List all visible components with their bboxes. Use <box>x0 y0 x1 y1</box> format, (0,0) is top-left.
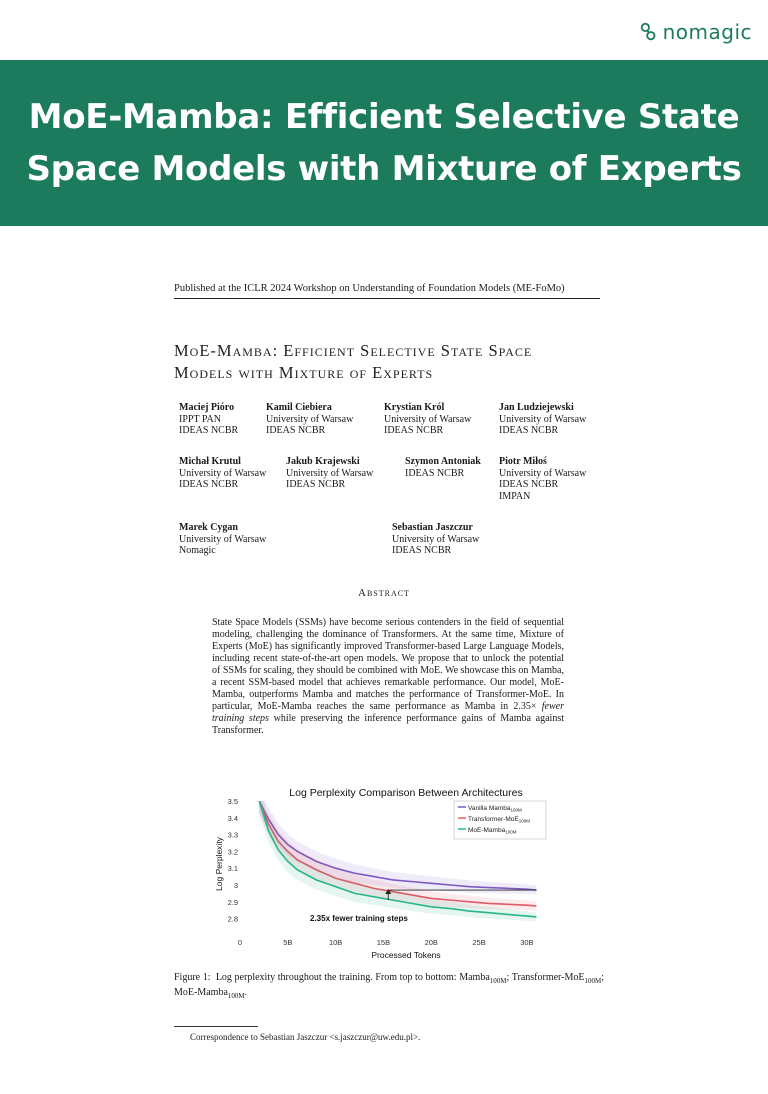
author-name: Szymon Antoniak <box>405 456 481 467</box>
y-tick-label: 3.4 <box>227 813 238 823</box>
chart-svg <box>210 785 556 965</box>
y-tick-label: 2.8 <box>227 914 238 924</box>
author-affiliation: IMPAN <box>499 490 531 502</box>
author-name: Marek Cygan <box>179 522 238 533</box>
caption-subscript: 100M <box>489 977 507 985</box>
author-name: Jan Ludziejewski <box>499 402 574 413</box>
author-affiliation: University of Warsaw <box>266 413 354 425</box>
x-tick-label: 0 <box>237 938 243 947</box>
x-tick-label: 30B <box>520 938 534 947</box>
footnote-divider <box>174 1026 258 1027</box>
y-tick-label: 3.5 <box>227 797 238 806</box>
annotation-text: 2.35x fewer training steps <box>310 914 408 923</box>
author-affiliation: University of Warsaw <box>499 413 587 425</box>
author-name: Sebastian Jaszczur <box>392 522 473 533</box>
abstract-emphasis: fewer training steps <box>212 701 564 724</box>
x-tick-label: 5B <box>283 938 293 947</box>
brand-logo <box>638 20 752 44</box>
y-tick-label: 3 <box>233 881 238 890</box>
caption-subscript: 100M <box>227 992 245 1000</box>
paper-title-line1: MoE-Mamba: Efficient Selective State Space <box>174 341 533 360</box>
author-affiliation: University of Warsaw <box>179 467 267 479</box>
author-affiliation: IDEAS NCBR <box>266 425 326 436</box>
caption-text: ; Transformer-MoE <box>506 972 585 983</box>
author <box>179 456 266 491</box>
abstract-part: State Space Models (SSMs) have become serious contenders in the field of sequential modeling, challenging the dominance of Transformers. At the same time, Mixture of Experts (MoE) has significantly improved Transformer-based Large Language Models, including recent state-of-the-art open models. We propose that to unlock the potential of SSMs for scaling, they should be combined with MoE. We showcase this on Mamba, a recent SSM-based model that achieves remarkable performance. Our model, MoE-Mamba, outperforms Mamba and matches the performance of Transformer-MoE. In particular, MoE-Mamba reaches the same performance as Mamba in 2.35× <box>212 617 564 712</box>
abstract-part: while preserving the inference performance gains of Mamba against Transformer. <box>212 713 564 736</box>
x-tick-label: 15B <box>376 938 391 947</box>
author <box>179 522 266 557</box>
author <box>179 402 238 437</box>
author-affiliation: IDEAS NCBR <box>392 545 452 556</box>
author-name: Krystian Król <box>384 402 445 413</box>
legend-label: Vanilla Mamba$_{100M}$ <box>468 805 522 813</box>
y-tick-label: 3.1 <box>227 864 238 874</box>
author-affiliation: University of Warsaw <box>499 467 587 479</box>
author <box>286 456 373 491</box>
perplexity-chart <box>210 785 556 965</box>
author-name: Piotr Miłoś <box>499 456 547 467</box>
author-affiliation: IPPT PAN <box>179 413 221 425</box>
author <box>392 522 479 557</box>
x-tick-label: 20B <box>424 938 438 947</box>
title-banner <box>0 60 768 226</box>
author-affiliation: IDEAS NCBR <box>179 425 239 436</box>
author-affiliation: University of Warsaw <box>384 413 472 425</box>
author-affiliation: University of Warsaw <box>286 467 374 479</box>
chart-title: Log Perplexity Comparison Between Architectures <box>289 787 523 799</box>
x-tick-label: 10B <box>328 938 343 947</box>
legend-label: Transformer-MoE$_{100M}$ <box>468 816 530 824</box>
caption-text: ; MoE-Mamba <box>174 972 605 998</box>
author <box>384 402 471 437</box>
author <box>499 456 586 502</box>
y-tick-label: 3.2 <box>227 847 238 857</box>
author <box>405 456 481 479</box>
author-affiliation: IDEAS NCBR <box>286 479 346 490</box>
abstract-heading: Abstract <box>358 587 410 599</box>
brand-name: nomagic <box>662 20 752 44</box>
paper-title-line2: Models with Mixture of Experts <box>174 363 434 382</box>
caption-text: Log perplexity throughout the training. From top to bottom: Mamba <box>215 972 490 983</box>
legend-label: MoE-Mamba$_{100M}$ <box>468 827 517 835</box>
author-affiliation: University of Warsaw <box>392 533 480 545</box>
link-logo-icon <box>638 21 660 43</box>
paper-title <box>174 340 614 384</box>
author-name: Kamil Ciebiera <box>266 402 332 413</box>
caption-label: Figure 1: <box>174 972 211 983</box>
author-affiliation: IDEAS NCBR <box>179 479 239 490</box>
y-tick-label: 3.3 <box>227 830 238 840</box>
author-affiliation: IDEAS NCBR <box>499 479 559 490</box>
x-tick-label: 25B <box>472 938 486 947</box>
author-affiliation: IDEAS NCBR <box>405 467 465 479</box>
author-name: Jakub Krajewski <box>286 456 360 467</box>
author-affiliation: Nomagic <box>179 545 216 556</box>
author-name: Maciej Pióro <box>179 402 235 413</box>
y-tick-label: 2.9 <box>227 897 238 907</box>
caption-subscript: 100M <box>584 977 602 985</box>
y-axis-label: Log Perplexity <box>214 837 224 891</box>
author-affiliation: University of Warsaw <box>179 533 267 545</box>
footnote: Correspondence to Sebastian Jaszczur <s.jaszczur@uw.edu.pl>. <box>190 1032 421 1042</box>
paper-header: Published at the ICLR 2024 Workshop on Understanding of Foundation Models (ME-FoMo) <box>174 283 600 299</box>
banner-title: MoE-Mamba: Efficient Selective State Space Models with Mixture of Experts <box>26 97 742 189</box>
abstract-text <box>212 617 564 737</box>
author <box>499 402 586 437</box>
caption-text: . <box>244 987 248 998</box>
author <box>266 402 353 437</box>
author-affiliation: IDEAS NCBR <box>499 425 559 436</box>
x-axis-label: Processed Tokens <box>371 950 441 960</box>
figure-caption <box>174 972 604 1002</box>
author-name: Michał Krutul <box>179 456 241 467</box>
author-affiliation: IDEAS NCBR <box>384 425 444 436</box>
